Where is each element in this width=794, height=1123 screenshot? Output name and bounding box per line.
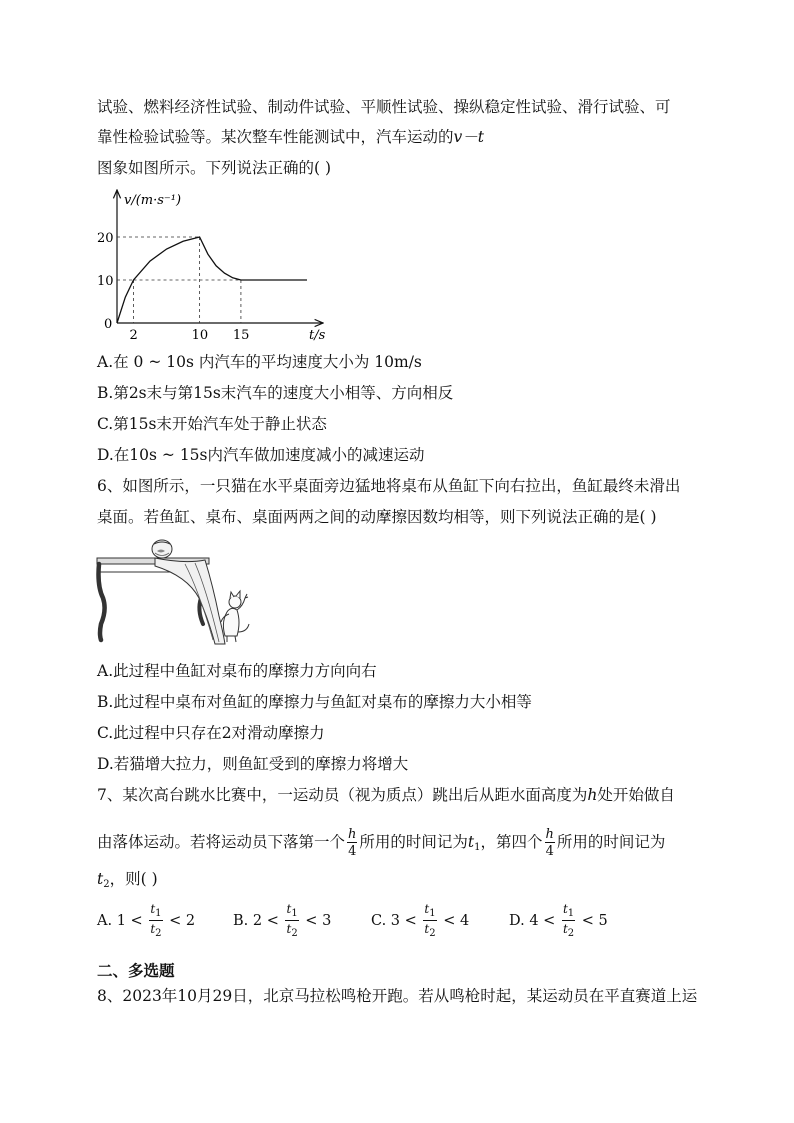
cat-icon xyxy=(221,591,249,642)
vt-graph xyxy=(97,186,327,346)
q5-line-3: 图象如图所示。下列说法正确的( ) xyxy=(97,159,332,177)
x-tick-label-15: 15 xyxy=(232,328,250,343)
option-high: 2 xyxy=(185,913,196,929)
lt-sign: < xyxy=(400,913,422,929)
q7-line-2: 由落体运动。若将运动员下落第一个 $\frac{h}{4}$ 所用的时间记为$t_1$，第四个 $\frac{h}{4}$ 所用的时间记为 xyxy=(97,827,666,859)
option-label: C. xyxy=(371,913,391,929)
q8-line-1: 8、2023年10月29日，北京马拉松鸣枪开跑。若从鸣枪时起，某运动员在平直赛道上运 xyxy=(97,987,698,1005)
ratio-num: t xyxy=(562,902,568,916)
q7-option-a xyxy=(97,903,195,939)
ratio-num: t xyxy=(286,902,292,916)
fraction-h-over-4: $\frac{h}{4}$ xyxy=(348,827,357,859)
x-tick-label-10: 10 xyxy=(191,328,209,343)
vt-math: v－t xyxy=(453,128,485,146)
q5-line-2-text: 靠性检验试验等。某次整车性能测试中，汽车运动的 xyxy=(97,128,454,146)
q7-text-1b: 处开始做自 xyxy=(597,786,675,804)
ratio-num-sub: 1 xyxy=(429,908,436,919)
ratio-den-sub: 2 xyxy=(291,928,298,939)
fraction-h-over-4-second: $\frac{h}{4}$ xyxy=(545,827,554,859)
q6-option-a: A.此过程中鱼缸对桌布的摩擦力方向向右 xyxy=(97,662,377,680)
guide-lines xyxy=(117,237,241,323)
ratio-den: t xyxy=(150,922,156,936)
q7-line-3: $t_2$，则( ) xyxy=(97,870,158,890)
y-tick-label-10: 10 xyxy=(97,274,114,289)
lt-sign: < xyxy=(538,913,560,929)
y-axis-label: v/(m·s⁻¹) xyxy=(124,193,182,208)
q7-option-d xyxy=(509,903,608,939)
q7-text-2b: 所用的时间记为 xyxy=(359,833,468,851)
ratio-den-sub: 2 xyxy=(429,928,436,939)
t1-over-t2 xyxy=(149,903,162,939)
lt-sign: < xyxy=(262,913,284,929)
t1-over-t2 xyxy=(285,903,298,939)
q7-option-c xyxy=(371,903,469,939)
lt-sign: < xyxy=(125,913,148,929)
y-tick-label-20: 20 xyxy=(97,231,114,246)
q5-option-d: D.在10s ~ 15s内汽车做加速度减小的减速运动 xyxy=(97,446,425,464)
q7-line-1 xyxy=(97,785,675,805)
option-high: 5 xyxy=(598,913,608,929)
section-heading: 二、多选题 xyxy=(97,962,175,980)
fish-bowl-icon xyxy=(152,540,172,558)
q5-option-a: A.在 0 ~ 10s 内汽车的平均速度大小为 10m/s xyxy=(97,353,422,371)
var-t2: t xyxy=(97,870,104,888)
t1-over-t2 xyxy=(423,903,436,939)
q5-option-c: C.第15s末开始汽车处于静止状态 xyxy=(97,415,327,433)
q6-option-c: C.此过程中只存在2对滑动摩擦力 xyxy=(97,724,325,742)
t1-over-t2 xyxy=(562,903,575,939)
x-axis-label: t/s xyxy=(309,328,326,343)
option-low: 4 xyxy=(529,913,539,929)
q7-text-1a: 7、某次高台跳水比赛中，一运动员（视为质点）跳出后从距水面高度为 xyxy=(97,786,588,804)
lt-sign-2: < xyxy=(577,913,599,929)
q7-text-3: ，则( ) xyxy=(109,870,158,888)
lt-sign-2: < xyxy=(300,913,323,929)
tablecloth xyxy=(155,558,225,644)
option-high: 4 xyxy=(459,913,470,929)
ratio-num-sub: 1 xyxy=(155,908,162,919)
q7-text-2c: ，第四个 xyxy=(480,833,543,851)
ratio-den: t xyxy=(424,922,430,936)
option-label: B. xyxy=(233,913,253,929)
option-label: D. xyxy=(509,913,530,929)
option-low: 3 xyxy=(390,913,401,929)
lt-sign-2: < xyxy=(164,913,186,929)
ratio-num-sub: 1 xyxy=(291,908,298,919)
q6-option-b: B.此过程中桌布对鱼缸的摩擦力与鱼缸对桌布的摩擦力大小相等 xyxy=(97,693,532,711)
var-h: h xyxy=(587,786,598,804)
q5-line-1: 试验、燃料经济性试验、制动件试验、平顺性试验、操纵稳定性试验、滑行试验、可 xyxy=(97,98,671,116)
option-low: 2 xyxy=(252,913,263,929)
q5-option-b: B.第2s末与第15s末汽车的速度大小相等、方向相反 xyxy=(97,384,454,402)
ratio-num: t xyxy=(424,902,430,916)
ratio-den-sub: 2 xyxy=(567,928,575,939)
ratio-num-sub: 1 xyxy=(567,908,575,919)
option-label: A. xyxy=(97,913,117,929)
q6-line-1: 6、如图所示，一只猫在水平桌面旁边猛地将桌布从鱼缸下向右拉出，鱼缸最终未滑出 xyxy=(97,477,681,495)
q7-text-2d: 所用的时间记为 xyxy=(556,833,666,851)
q5-line-2 xyxy=(97,127,484,147)
origin-label: 0 xyxy=(104,317,113,332)
var-t1: t xyxy=(467,833,475,851)
option-high: 3 xyxy=(322,913,332,929)
ratio-den: t xyxy=(562,922,568,936)
x-tick-label-2: 2 xyxy=(129,328,138,343)
ratio-den: t xyxy=(286,922,292,936)
ratio-num: t xyxy=(150,902,156,916)
ratio-den-sub: 2 xyxy=(155,928,162,939)
lt-sign-2: < xyxy=(438,913,460,929)
cat-table-illustration xyxy=(95,536,255,648)
q6-line-2: 桌面。若鱼缸、桌布、桌面两两之间的动摩擦因数均相等，则下列说法正确的是( ) xyxy=(97,508,657,526)
table-leg xyxy=(99,564,105,640)
q6-option-d: D.若猫增大拉力，则鱼缸受到的摩擦力将增大 xyxy=(97,755,409,773)
q7-text-2a: 由落体运动。若将运动员下落第一个 xyxy=(97,833,346,851)
q7-option-b xyxy=(233,903,331,939)
option-low: 1 xyxy=(116,913,126,929)
